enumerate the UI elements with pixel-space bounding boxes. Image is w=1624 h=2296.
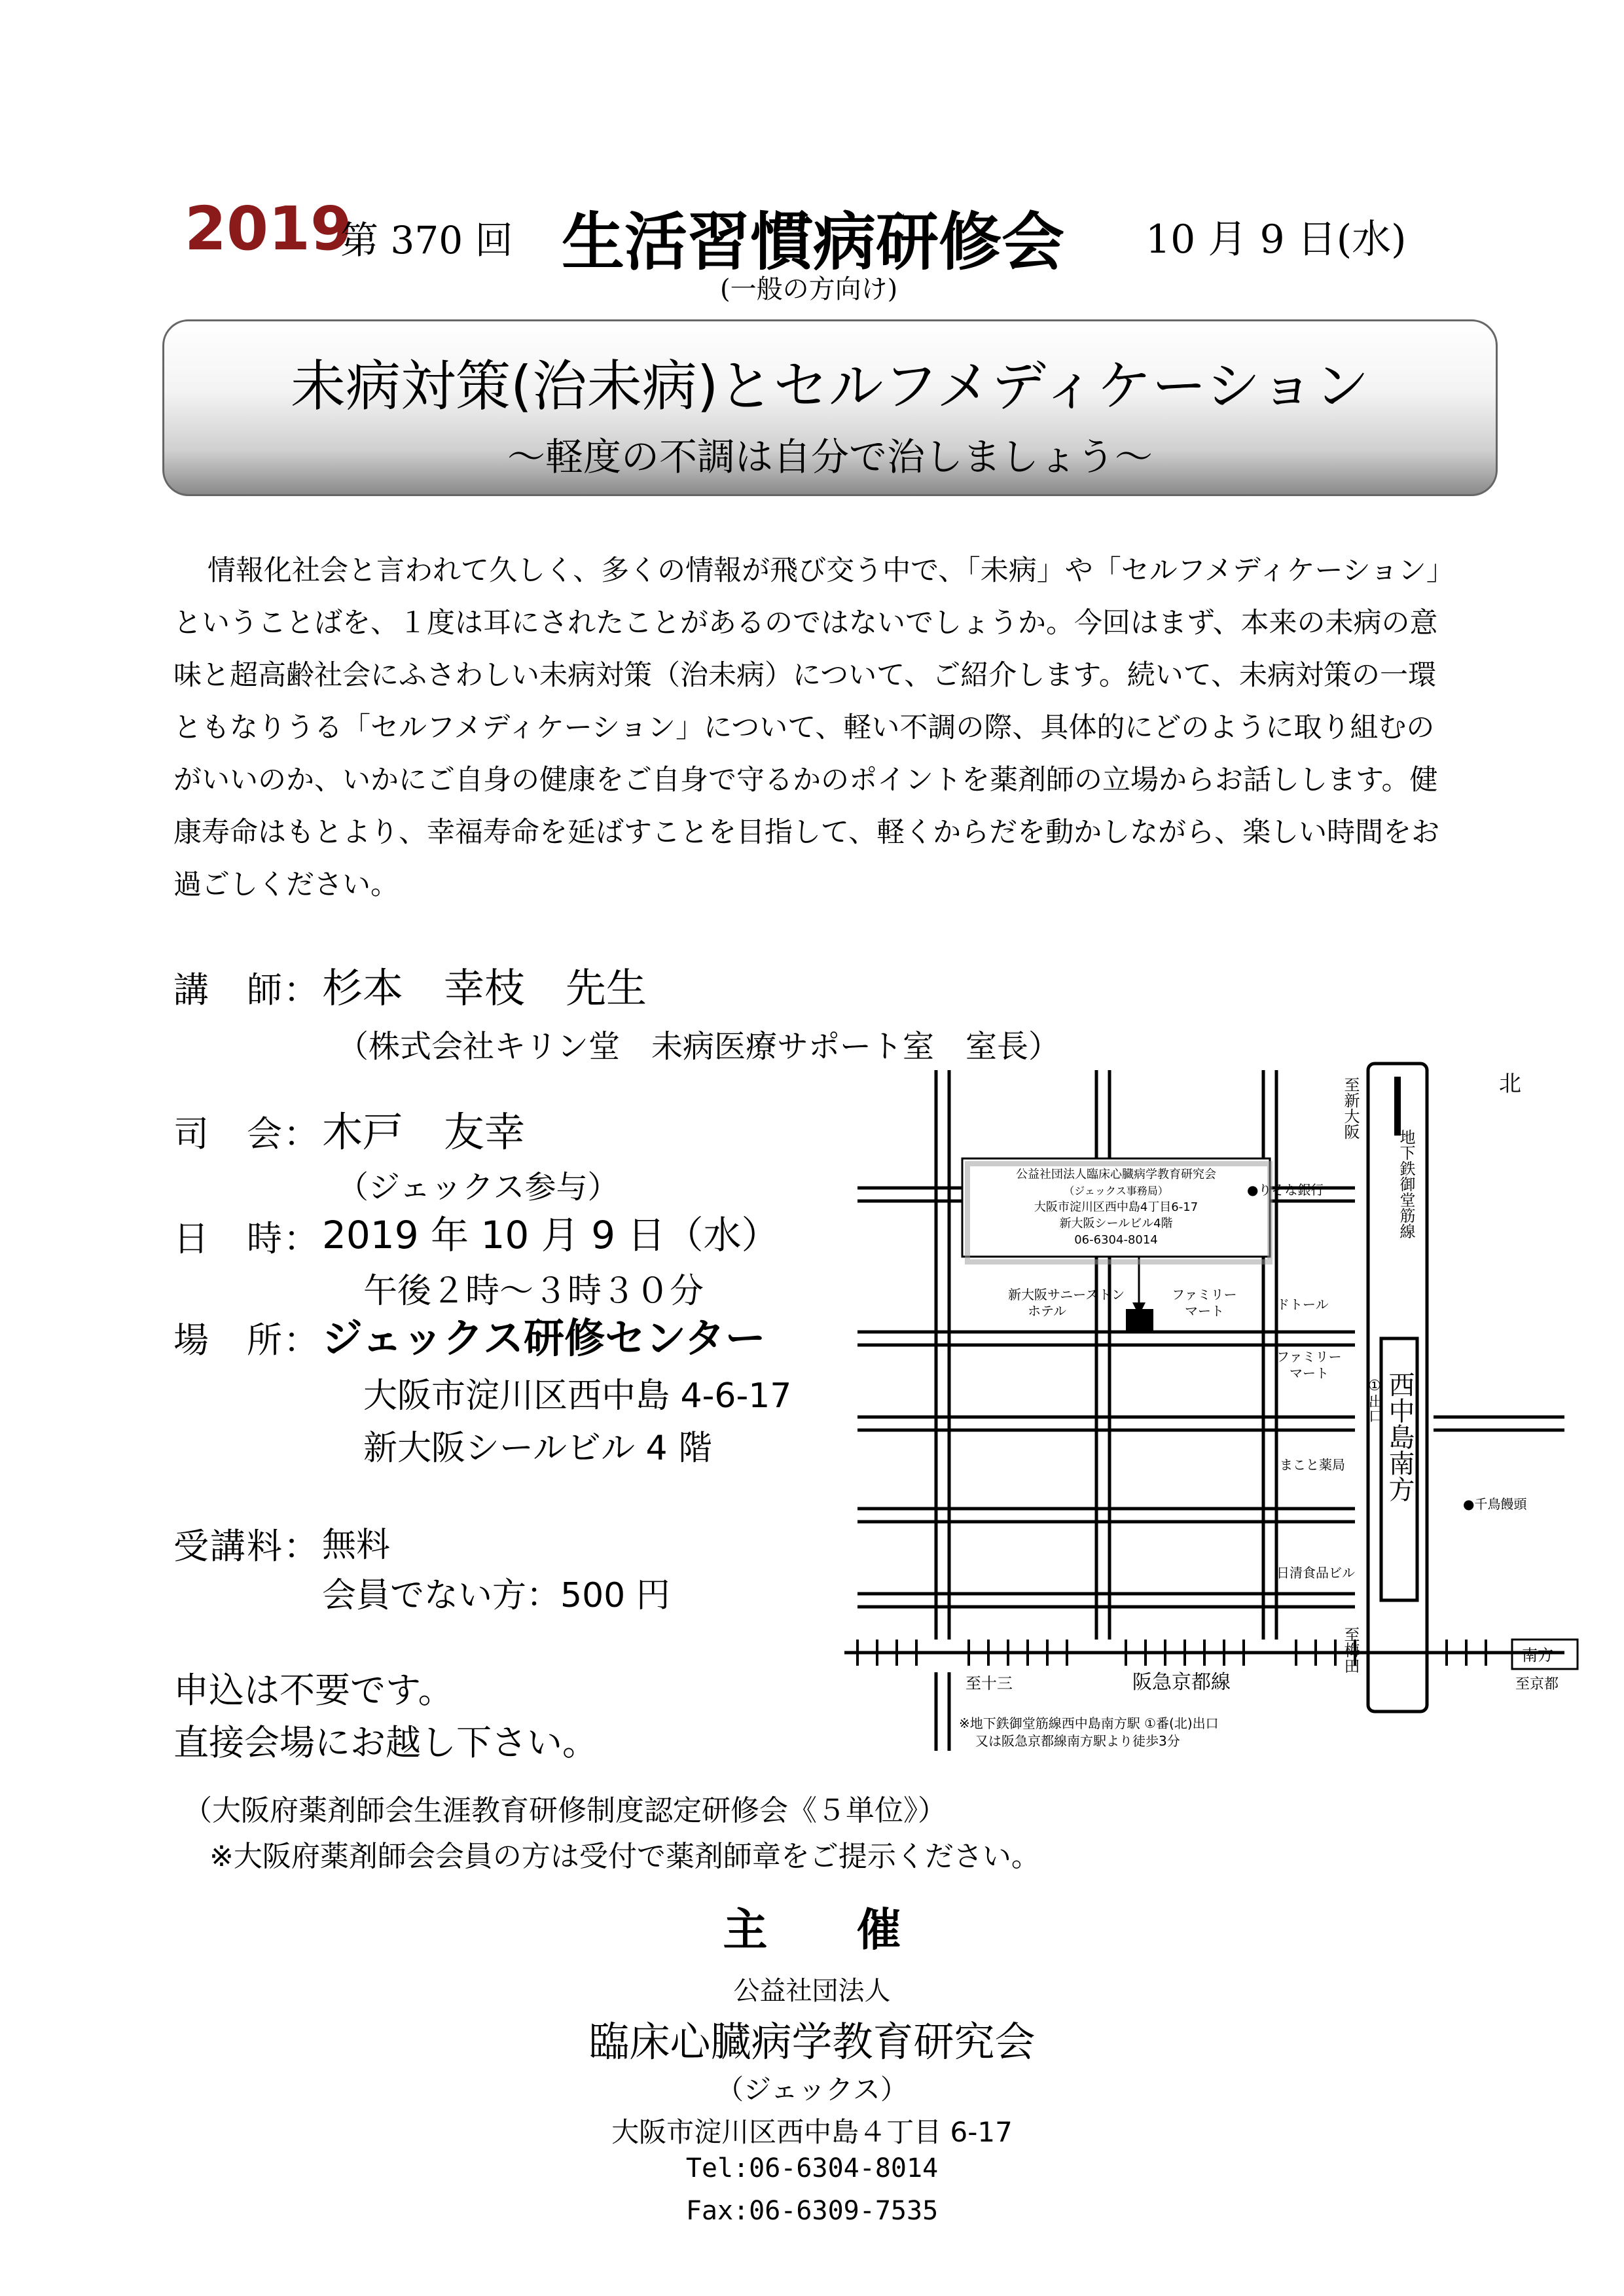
nisshin-label: 日清食品ビル <box>1276 1565 1355 1581</box>
organizer-heading: 主 催 <box>723 1905 901 1956</box>
callout-address: 大阪市淀川区西中島4丁目6-17 <box>1034 1200 1199 1214</box>
callout-org: 公益社団法人臨床心臓病学教育研究会 <box>1016 1168 1216 1181</box>
subway-label: 地下鉄御堂筋線 <box>1397 1129 1415 1239</box>
family-label-1b: マート <box>1185 1303 1224 1319</box>
family-label-1: ファミリー <box>1172 1287 1237 1302</box>
hotel-label-2: ホテル <box>1028 1303 1066 1319</box>
event-year: 2019 <box>185 194 353 264</box>
doutor-label: ドトール <box>1276 1297 1329 1312</box>
venue-label: 場 所： <box>173 1319 320 1361</box>
moderator-label: 司 会： <box>173 1113 320 1155</box>
kyoto-label: 至京都 <box>1515 1676 1559 1693</box>
datetime-time: 午後２時〜３時３０分 <box>363 1272 704 1311</box>
datetime-label: 日 時： <box>173 1218 320 1259</box>
venue-building: 新大阪シールビル 4 階 <box>363 1429 713 1468</box>
minamikata-label: 南方 <box>1522 1646 1553 1664</box>
member-badge-note: ※大阪府薬剤師会会員の方は受付で薬剤師章をご提示ください。 <box>209 1840 1040 1873</box>
juso-label: 至十三 <box>965 1674 1013 1693</box>
topic-title: 未病対策(治未病)とセルフメディケーション <box>290 354 1370 418</box>
chidori-label: ●千鳥饅頭 <box>1463 1496 1527 1512</box>
certification-note: （大阪府薬剤師会生涯教育研修制度認定研修会《５単位》） <box>183 1794 947 1827</box>
shinosaka-label: 至新大阪 <box>1341 1077 1360 1139</box>
organizer-tel: Tel:06-6304-8014 <box>685 2153 939 2183</box>
fee-value: 無料 <box>322 1526 391 1565</box>
event-date: 10 月 9 日(水) <box>1146 217 1407 262</box>
moderator-affiliation: （ジェックス参与） <box>337 1169 619 1206</box>
risona-label: ●りそな銀行 <box>1247 1182 1324 1198</box>
hankyu-label: 阪急京都線 <box>1132 1671 1231 1694</box>
lecturer-label: 講 師： <box>173 969 320 1011</box>
lecturer-affiliation: （株式会社キリン堂 未病医療サポート室 室長） <box>337 1028 1060 1065</box>
family-label-2b: マート <box>1290 1365 1329 1381</box>
makoto-label: まこと薬局 <box>1280 1457 1345 1473</box>
organizer-name: 臨床心臓病学教育研究会 <box>588 2018 1036 2066</box>
callout-building: 新大阪シールビル4階 <box>1059 1217 1173 1230</box>
access-map <box>844 1050 1584 1764</box>
umeda-label: 至梅田 <box>1341 1626 1360 1674</box>
family-label-2: ファミリー <box>1276 1349 1342 1365</box>
attendance-note: 直接会場にお越し下さい。 <box>173 1722 598 1763</box>
session-number: 第 370 回 <box>340 218 513 262</box>
moderator-name: 木戸 友幸 <box>322 1108 526 1156</box>
access-note-2: 又は阪急京都線南方駅より徒歩3分 <box>975 1733 1180 1749</box>
application-note: 申込は不要です。 <box>173 1670 454 1711</box>
callout-office: （ジェックス事務局） <box>1064 1185 1168 1197</box>
audience-note: (一般の方向け) <box>720 274 898 304</box>
lecturer-name: 杉本 幸枝 先生 <box>322 964 647 1012</box>
hotel-label-1: 新大阪サニーストン <box>1008 1287 1125 1302</box>
intro-paragraph: 情報化社会と言われて久しく、多くの情報が飛び交う中で、「未病」や「セルフメディケーション」ということばを、１度は耳にされたことがあるのではないでしょうか。今回はまず、本来の未病の意味と超高齢社会にふさわしい未病対策（治未病）について、ご紹介します。続いて、未病対策の一環ともなりうる「セルフメディケーション」について、軽い不調の際、具体的にどのように取り組むのがいいのか、いかにご自身の健康をご自身で守るかのポイントを薬剤師の立場からお話しします。健康寿命はもとより、幸福寿命を延ばすことを目指して、軽くからだを動かしながら、楽しい時間をお過ごしください。 <box>173 554 1454 901</box>
fee-label: 受講料： <box>173 1526 320 1567</box>
access-note-1: ※地下鉄御堂筋線西中島南方駅 ①番(北)出口 <box>959 1715 1219 1731</box>
organizer-fax: Fax:06-6309-7535 <box>685 2196 939 2226</box>
exit-label: ①出口 <box>1366 1378 1383 1423</box>
topic-subtitle: 〜軽度の不調は自分で治しましょう〜 <box>507 435 1153 479</box>
station-label: 西中島南方 <box>1384 1371 1415 1502</box>
organizer-address: 大阪市淀川区西中島４丁目 6-17 <box>611 2116 1013 2148</box>
organizer-short-name: （ジェックス） <box>716 2073 908 2106</box>
north-label: 北 <box>1499 1071 1521 1097</box>
callout-phone: 06-6304-8014 <box>1074 1233 1158 1247</box>
venue-name: ジェックス研修センター <box>322 1314 766 1362</box>
venue-address: 大阪市淀川区西中島 4-6-17 <box>363 1376 792 1416</box>
fee-nonmember: 会員でない方：500 円 <box>322 1576 670 1615</box>
topic-banner <box>162 319 1498 496</box>
event-title: 生活習慣病研修会 <box>562 205 1064 279</box>
datetime-value: 2019 年 10 月 9 日（水） <box>322 1213 780 1257</box>
organizer-type: 公益社団法人 <box>733 1976 891 2006</box>
